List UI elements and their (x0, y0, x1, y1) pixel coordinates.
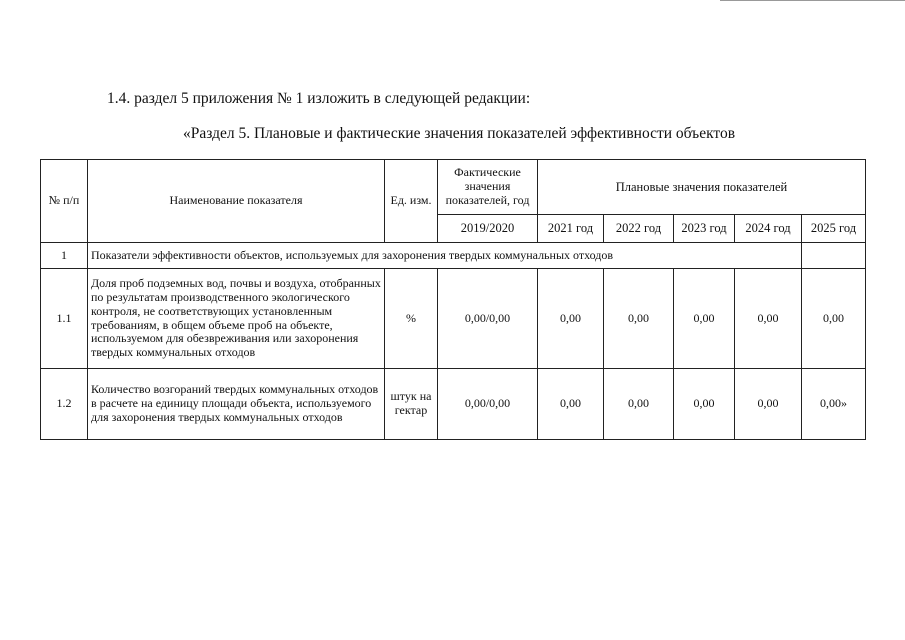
group-row (41, 243, 866, 269)
group-name: Показатели эффективности объектов, используемых для захоронения твердых коммунальных отходов (88, 243, 735, 269)
row-value-2023: 0,00 (674, 369, 735, 440)
row-value-2024: 0,00 (735, 369, 802, 440)
header-row-top (41, 160, 866, 215)
row-value-2022: 0,00 (604, 269, 674, 369)
row-unit: % (385, 269, 438, 369)
group-empty-cell (735, 243, 802, 269)
section-heading: «Раздел 5. Плановые и фактические значения показателей эффективности объектов (183, 125, 736, 142)
row-name: Доля проб подземных вод, почвы и воздуха, отобранных по результатам производственного экологического контроля, не соответствующих установленным требованиям, в общем объеме проб на объекте, используемом для обезвреживания или захоронения твердых коммунальных отходов (88, 269, 385, 369)
row-num: 1.2 (41, 369, 88, 440)
header-actual: Фактические значения показателей, год (438, 160, 538, 215)
row-unit: штук на гектар (385, 369, 438, 440)
row-num: 1.1 (41, 269, 88, 369)
table-row (41, 369, 866, 440)
row-value-2023: 0,00 (674, 269, 735, 369)
header-num: № п/п (41, 160, 88, 243)
indicators-table (40, 159, 866, 440)
row-value-2022: 0,00 (604, 369, 674, 440)
header-year-2025: 2025 год (802, 215, 866, 243)
intro-paragraph: 1.4. раздел 5 приложения № 1 изложить в следующей редакции: (107, 90, 531, 107)
row-actual: 0,00/0,00 (438, 369, 538, 440)
row-value-2021: 0,00 (538, 369, 604, 440)
scan-edge-line (720, 0, 905, 1)
header-year-2021: 2021 год (538, 215, 604, 243)
header-year-2023: 2023 год (674, 215, 735, 243)
row-value-2025: 0,00 (802, 269, 866, 369)
row-value-2021: 0,00 (538, 269, 604, 369)
row-value-2025: 0,00» (802, 369, 866, 440)
header-actual-year: 2019/2020 (438, 215, 538, 243)
header-planned: Плановые значения показателей (538, 160, 866, 215)
header-name: Наименование показателя (88, 160, 385, 243)
table-row (41, 269, 866, 369)
group-empty-cell (802, 243, 866, 269)
header-year-2022: 2022 год (604, 215, 674, 243)
row-actual: 0,00/0,00 (438, 269, 538, 369)
row-value-2024: 0,00 (735, 269, 802, 369)
header-year-2024: 2024 год (735, 215, 802, 243)
group-num: 1 (41, 243, 88, 269)
row-name: Количество возгораний твердых коммунальных отходов в расчете на единицу площади объекта, используемого для захоронения твердых коммунальных отходов (88, 369, 385, 440)
header-unit: Ед. изм. (385, 160, 438, 243)
